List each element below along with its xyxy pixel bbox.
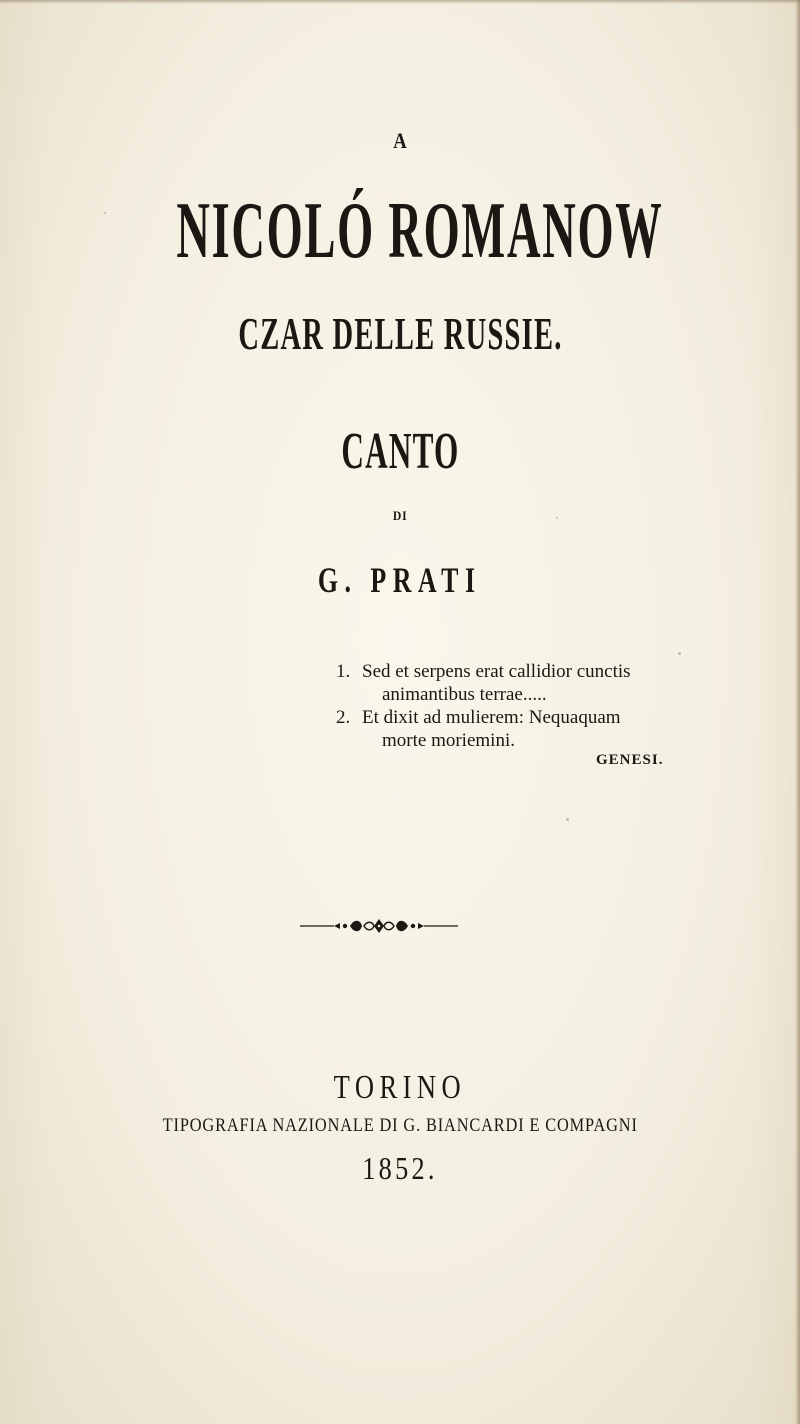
epigraph	[336, 660, 696, 752]
imprint-city	[0, 1066, 800, 1110]
imprint-printer	[0, 1114, 800, 1138]
verse-number: 2.	[336, 707, 351, 728]
author-text: G. PRATI	[318, 560, 482, 600]
by-line-text: DI	[392, 508, 408, 523]
verse-continuation: animantibus terrae.....	[382, 684, 547, 705]
epigraph-verse-2	[336, 706, 696, 729]
verse-text: Sed et serpens erat callidior cunctis	[362, 661, 631, 682]
dedicatee-name-text: NICOLÓ ROMANOW	[176, 187, 664, 275]
dedicatee-title	[0, 304, 800, 364]
epigraph-verse-1	[336, 660, 696, 683]
paper-speck	[678, 652, 681, 655]
author	[0, 556, 800, 604]
imprint-year-text: 1852.	[362, 1150, 438, 1186]
epigraph-source: GENESI.	[596, 752, 664, 768]
verse-text: Et dixit ad mulierem: Nequaquam	[362, 707, 621, 728]
dedication-prefix	[0, 128, 800, 154]
dedicatee-name	[0, 186, 800, 276]
dedication-prefix-text: A	[392, 128, 408, 153]
imprint-printer-text: TIPOGRAFIA NAZIONALE DI G. BIANCARDI E COMPAGNI	[162, 1115, 638, 1136]
page-edge-top	[0, 0, 800, 4]
dedicatee-title-text: CZAR DELLE RUSSIE.	[237, 308, 563, 359]
by-line	[0, 508, 800, 524]
work-type-text: CANTO	[340, 423, 460, 480]
verse-number: 1.	[336, 661, 351, 682]
paper-speck	[566, 818, 569, 821]
verse-continuation: morte moriemini.	[382, 730, 515, 751]
work-type	[0, 420, 800, 484]
imprint-year	[0, 1148, 800, 1188]
imprint-city-text: TORINO	[333, 1069, 467, 1106]
ornamental-rule-icon	[300, 916, 458, 936]
